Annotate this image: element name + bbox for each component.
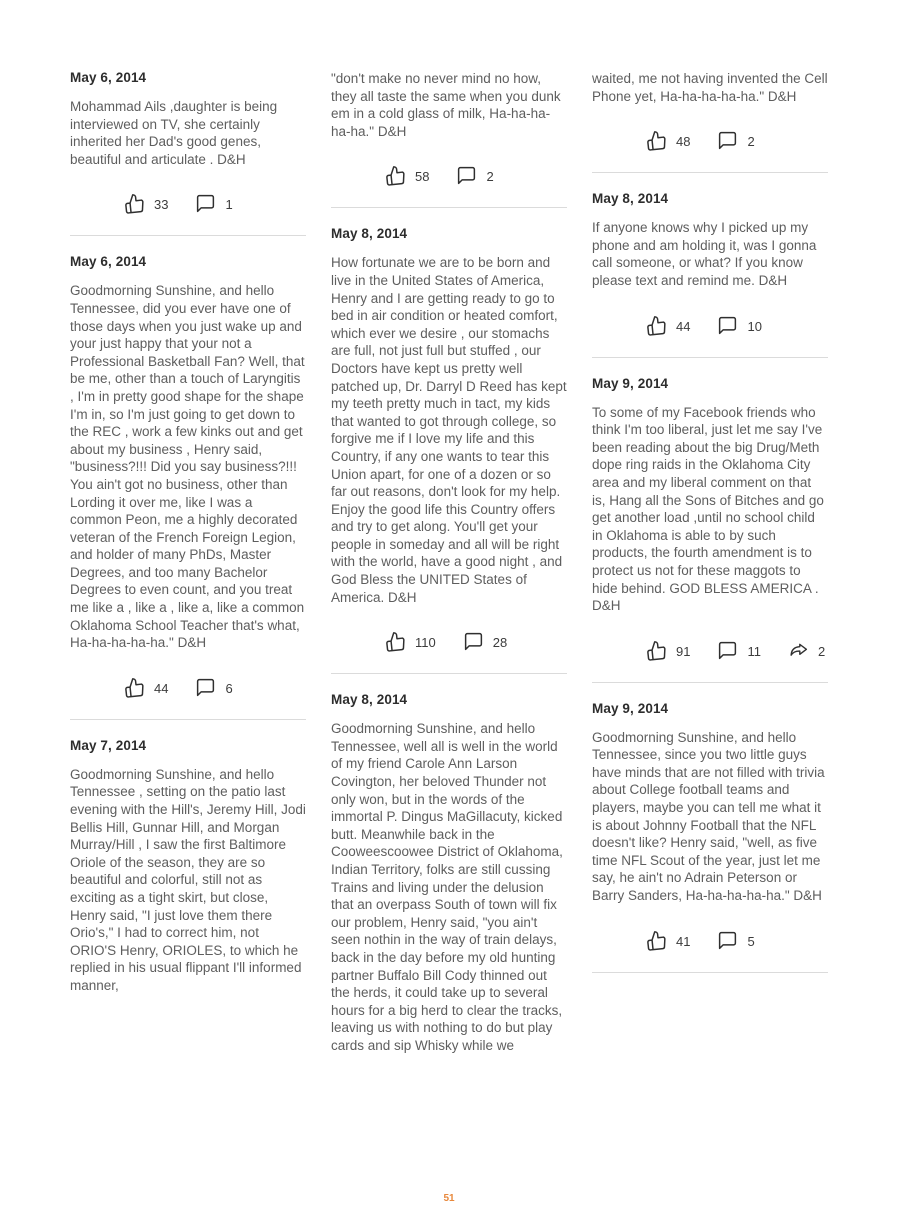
post-date: May 8, 2014 [331, 226, 408, 242]
post-date: May 9, 2014 [592, 700, 669, 716]
post-date: May 8, 2014 [331, 692, 408, 708]
post-stats [592, 315, 828, 336]
comment-stat [717, 930, 754, 951]
post-stats [70, 193, 306, 214]
post [70, 738, 306, 995]
like-count: 44 [676, 318, 691, 334]
like-count: 91 [676, 643, 691, 659]
post-text: How fortunate we are to be born and live in the United States of America, Henry and I are getting ready to go to bed in air condition or heated comfort, which ever we desire , our stomachs are full, not just full but stuffed , our Doctors have kept us pretty well patched up, Dr. Darryl D Reed has kept my teeth pretty much in tact, my kids that wanted to got through college, so forgive me if I love my life and this Country, if any one wants to tear this Union apart, for one of a dozen or so far out reasons, don't look for my help. Enjoy the good life this Country offers and try to get along. You'll get your people in someday and all will be right with the world, have a good night , and God Bless the UNITED States of America. D&H [331, 255, 567, 605]
post-text: If anyone knows why I picked up my phone and am holding it, was I gonna call someone, or what? If you know please text and remind me. D&H [592, 220, 817, 288]
post [592, 376, 828, 683]
post-text: Goodmorning Sunshine, and hello Tennessee, since you two little guys have minds that are not filled with trivia about College football teams and players, maybe you can tell me what it is about Johnny Football that the NFL doesn't like? Henry said, "well, as five time NFL Scout of the year, just let me say, he ain't no Adrain Peterson or Barry Sanders, Ha-ha-ha-ha-ha." D&H [592, 729, 825, 904]
post-text: waited, me not having invented the Cell Phone yet, Ha-ha-ha-ha-ha." D&H [592, 71, 828, 104]
page-number: 51 [443, 1193, 455, 1204]
comment-stat [717, 640, 761, 661]
comment-icon [195, 677, 216, 698]
comment-count: 10 [747, 318, 762, 334]
like-stat [646, 930, 690, 951]
share-count: 2 [817, 643, 826, 659]
post-text: Goodmorning Sunshine, and hello Tennessee, did you ever have one of those days when you just wake up and your just happy that your not a Professional Basketball Fan? Well, that be me, other than a touch of Laryngitis , I'm in pretty good shape for the shape I'm in, so I'm just going to get down to the REC , work a few kinks out and get about my business , Henry said, "business?!!! Did you say business?!!! You ain't got no business, other than Lording it over me, like I was a common Peon, me a highly decorated veteran of the French Foreign Legion, and holder of many PhDs, Master Degrees, and too many Bachelor Degrees to even count, and you treat me like a , like a , like a, like a common Oklahoma School Teacher that's what, Ha-ha-ha-ha-ha." D&H [70, 283, 305, 651]
comment-count: 11 [747, 643, 761, 659]
like-stat [646, 130, 690, 151]
post-text: "don't make no never mind no how, they all taste the same when you dunk em in a cold glass of milk, Ha-ha-ha-ha-ha." D&H [331, 71, 561, 139]
thumbs-up-icon [645, 314, 668, 337]
comment-icon [717, 930, 738, 951]
post-divider [592, 172, 828, 173]
post-divider [70, 719, 306, 720]
comment-count: 5 [747, 933, 755, 949]
post-divider [592, 682, 828, 683]
like-stat [385, 165, 429, 186]
comment-icon [717, 130, 738, 151]
comment-stat [195, 677, 232, 698]
post-stats [331, 165, 567, 186]
post-date: May 8, 2014 [592, 191, 669, 207]
comment-icon [456, 165, 477, 186]
post-stats [592, 130, 828, 151]
comment-icon [195, 193, 216, 214]
like-count: 33 [154, 197, 169, 213]
comment-count: 2 [486, 169, 494, 185]
post [331, 692, 567, 1054]
share-icon [788, 640, 809, 661]
thumbs-up-icon [384, 630, 407, 653]
comment-icon [463, 631, 484, 652]
comment-stat [195, 193, 232, 214]
post-divider [331, 207, 567, 208]
post-date: May 6, 2014 [70, 254, 147, 270]
thumbs-up-icon [384, 164, 407, 187]
post-stats [70, 677, 306, 698]
thumbs-up-icon [645, 129, 668, 152]
thumbs-up-icon [645, 639, 668, 662]
post-text: Goodmorning Sunshine, and hello Tennessee , setting on the patio last evening with the Hill's, Jeremy Hill, Jodi Bellis Hill, Gunnar Hill, and Morgan Murray/Hill , I saw the first Baltimore Oriole of the season, they are so beautiful and colorful, still not as exciting as a tight skirt, but close, Henry said, "I just love them there Orio's," I had to correct him, not ORIO'S Henry, ORIOLES, to which he replied in his usual flippant I'll informed manner, [70, 766, 306, 993]
comment-stat [456, 165, 493, 186]
column-1 [70, 70, 306, 1055]
post-stats [592, 640, 828, 661]
like-count: 110 [415, 635, 436, 651]
post-divider [592, 357, 828, 358]
like-stat [646, 640, 690, 661]
post [70, 70, 306, 236]
like-count: 44 [154, 680, 169, 696]
comment-stat [717, 130, 754, 151]
post-date: May 6, 2014 [70, 70, 147, 85]
thumbs-up-icon [645, 929, 668, 952]
post-stats [331, 631, 567, 652]
post-date: May 9, 2014 [592, 375, 669, 391]
comment-stat [463, 631, 507, 652]
post-divider [70, 235, 306, 236]
comment-count: 1 [225, 197, 233, 213]
like-count: 58 [415, 169, 430, 185]
thumbs-up-icon [123, 192, 146, 215]
post-stats [592, 930, 828, 951]
post [592, 701, 828, 973]
post-divider [331, 673, 567, 674]
post-date: May 7, 2014 [70, 737, 147, 753]
comment-icon [717, 315, 738, 336]
thumbs-up-icon [123, 676, 146, 699]
like-count: 48 [676, 134, 691, 150]
like-count: 41 [676, 933, 691, 949]
comment-count: 6 [225, 680, 233, 696]
post [592, 191, 828, 357]
post [331, 226, 567, 674]
like-stat [646, 315, 690, 336]
post-text: Mohammad Ails ,daughter is being interviewed on TV, she certainly inherited her Dad's good genes, beautiful and articulate . D&H [70, 99, 278, 167]
post-continuation [331, 70, 567, 208]
comment-icon [717, 640, 738, 661]
post [70, 254, 306, 719]
like-stat [124, 677, 168, 698]
post-text: Goodmorning Sunshine, and hello Tennessee, well all is well in the world of my friend Carole Ann Larson Covington, her beloved Thunder not only won, but in the words of the immortal P. Dingus MaGillacuty, kicked butt. Meanwhile back in the Cooweescoowee District of Oklahoma, Indian Territory, folks are still cussing Trains and living under the delusion that an overpass South of town will fix our problem, Henry said, "you ain't seen nothin in the way of train delays, back in the day before my old hunting partner Buffalo Bill Cody thinned out the herds, it could take up to several hours for a big herd to clear the tracks, leaving us with nothing to do but play cards and sip Whisky while we [331, 721, 563, 1053]
like-stat [385, 631, 436, 652]
share-stat [788, 640, 825, 661]
comment-count: 2 [747, 134, 755, 150]
post-continuation [592, 70, 828, 173]
column-3 [592, 70, 828, 1055]
column-2 [331, 70, 567, 1055]
comment-stat [717, 315, 761, 336]
post-text: To some of my Facebook friends who think I'm too liberal, just let me say I've been reading about the big Drug/Meth dope ring raids in the Oklahoma City area and my liberal comment on that is, Hang all the Sons of Bitches and go get another load ,until no school child in Oklahoma is able to by such products, the fourth amendment is to protect us not for these maggots to hide behind. GOD BLESS AMERICA . D&H [592, 404, 824, 614]
post-divider [592, 972, 828, 973]
like-stat [124, 193, 168, 214]
comment-count: 28 [492, 635, 508, 651]
